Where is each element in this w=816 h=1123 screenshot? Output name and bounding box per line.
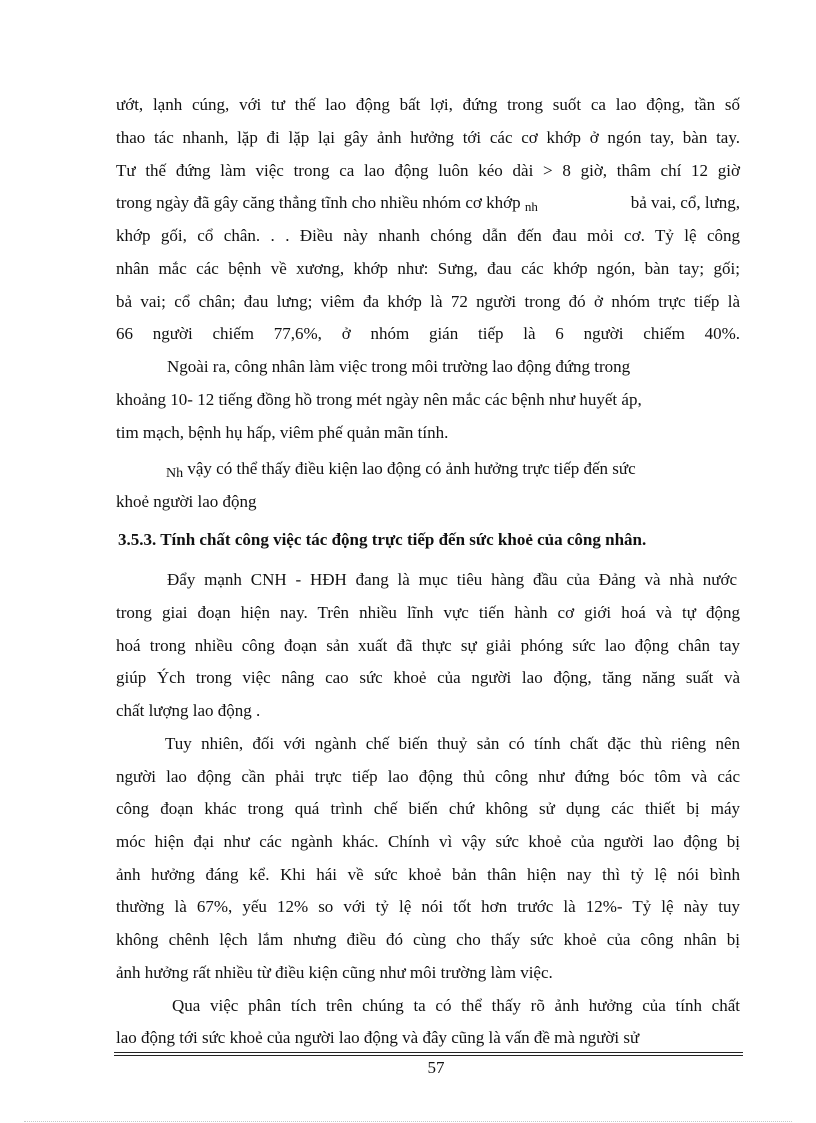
text-line: Ngoài ra, công nhân làm việc trong môi trường lao động đứng trong (167, 357, 631, 376)
text-line: trong giai đoạn hiện nay. Trên nhiều lĩnh vực tiến hành cơ giới hoá và tự động (116, 603, 740, 622)
text-line: thường là 67%, yếu 12% so với tỷ lệ nói tốt hơn trước là 12%- Tỷ lệ này tuy (116, 897, 740, 916)
text-line: móc hiện đại như các ngành khác. Chính vì vậy sức khoẻ của người lao động bị (116, 832, 740, 851)
text-line: tim mạch, bệnh hụ hấp, viêm phế quản mãn tính. (116, 423, 449, 442)
text-line: không chênh lệch lắm nhưng điều đó cùng cho thấy sức khoẻ của công nhân bị (116, 930, 740, 949)
text-line (116, 193, 740, 214)
text-line: nhân mắc các bệnh về xương, khớp như: Sưng, đau các khớp ngón, bàn tay; gối; (116, 259, 740, 278)
footer-rule (114, 1052, 743, 1053)
text-line: thao tác nhanh, lặp đi lặp lại gây ảnh hưởng tới các cơ khớp ở ngón tay, bàn tay. (116, 128, 740, 147)
text-line: hoá trong nhiều công đoạn sản xuất đã thực sự giải phóng sức lao động chân tay (116, 636, 740, 655)
text-line: người lao động cần phải trực tiếp lao động thủ công như đứng bóc tôm và các (116, 767, 740, 786)
text-line: Đẩy mạnh CNH - HĐH đang là mục tiêu hàng đầu của Đảng và nhà nước (167, 570, 737, 589)
text-line: công đoạn khác trong quá trình chế biến chứ không sử dụng các thiết bị máy (116, 799, 740, 818)
text-line: Tư thế đứng làm việc trong ca lao động luôn kéo dài > 8 giờ, thâm chí 12 giờ (116, 161, 740, 180)
text-fragment-nh: Nh (166, 466, 184, 481)
text-line: bả vai; cổ chân; đau lưng; viêm đa khớp là 72 người trong đó ở nhóm trực tiếp là (116, 292, 740, 311)
text-fragment: vậy có thể thấy điều kiện lao động có ảnh hưởng trực tiếp đến sức (187, 459, 636, 478)
text-line: khoảng 10- 12 tiếng đồng hồ trong mét ngày nên mắc các bệnh như huyết áp, (116, 390, 642, 409)
text-line: ướt, lạnh cúng, với tư thế lao động bất lợi, đứng trong suốt ca lao động, tần số (116, 95, 740, 114)
text-line (166, 459, 726, 481)
text-line: chất lượng lao động . (116, 701, 261, 720)
text-line: 66 người chiếm 77,6%, ở nhóm gián tiếp là 6 người chiếm 40%. (116, 324, 740, 343)
section-heading: 3.5.3. Tính chất công việc tác động trực tiếp đến sức khoẻ của công nhân. (118, 530, 647, 549)
text-fragment: bả vai, cổ, lưng, (630, 193, 740, 212)
text-line: giúp Ých trong việc nâng cao sức khoẻ của người lao động, tăng năng suất và (116, 668, 740, 687)
text-line: Qua việc phân tích trên chúng ta có thể thấy rõ ảnh hưởng của tính chất (172, 996, 740, 1015)
text-fragment: trong ngày đã gây căng thẳng tĩnh cho nhiều nhóm cơ khớp (116, 193, 521, 212)
page-number: 57 (427, 1058, 445, 1077)
text-line: Tuy nhiên, đối với ngành chế biến thuỷ sản có tính chất đặc thù riêng nên (165, 734, 740, 753)
footer-rule (114, 1055, 743, 1056)
text-fragment-nh: nh (524, 199, 538, 214)
page-edge-divider (24, 1121, 792, 1122)
text-line: khoẻ người lao động (116, 492, 257, 511)
text-line: khớp gối, cổ chân. . . Điều này nhanh chóng dẫn đến đau mỏi cơ. Tỷ lệ công (116, 226, 740, 245)
text-line: ảnh hưởng đáng kể. Khi hái về sức khoẻ bản thân hiện nay thì tỷ lệ nói bình (116, 865, 740, 884)
text-line: ảnh hưởng rất nhiều từ điều kiện cũng như môi trường làm việc. (116, 963, 553, 982)
text-line: lao động tới sức khoẻ của người lao động và đây cũng là vấn đề mà người sử (116, 1028, 640, 1047)
